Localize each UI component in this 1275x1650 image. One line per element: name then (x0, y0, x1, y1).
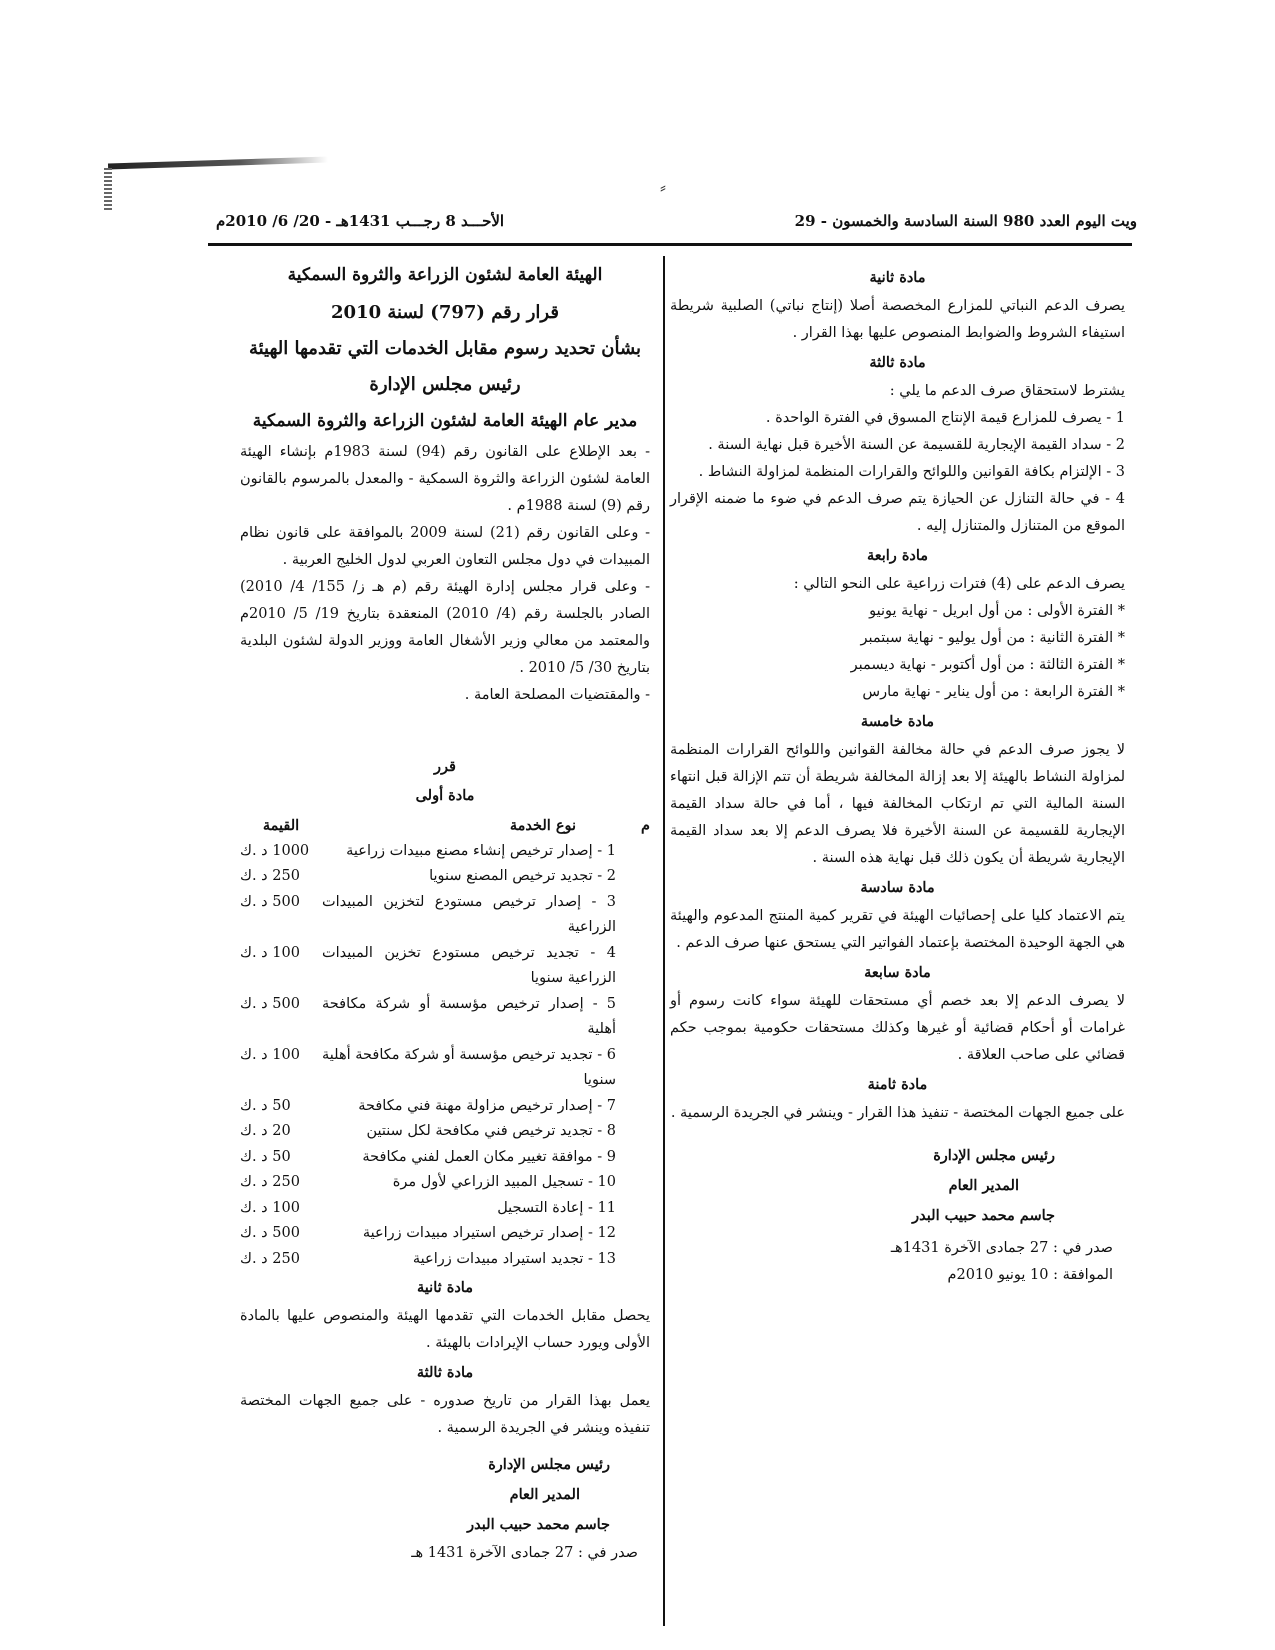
table-row (240, 890, 650, 941)
header-issue: ويت اليوم العدد 980 السنة السادسة والخمسون - 29 (794, 212, 1137, 230)
article-text: يعمل بهذا القرار من تاريخ صدوره - على جميع الجهات المختصة تنفيذه وينشر في الجريدة الرسمية . (240, 1393, 650, 1436)
decision-number: قرار رقم (797) لسنة 2010 (331, 302, 559, 323)
fee-cell: 250 د .ك (240, 868, 300, 884)
service-cell: 11 - إعادة التسجيل (497, 1199, 616, 1216)
table-row (240, 941, 650, 992)
table-row (240, 1145, 650, 1171)
article-text: لا يجوز صرف الدعم في حالة مخالفة القوانين واللوائح القرارات المنظمة لمزاولة النشاط بالهيئة إلا بعد إزالة المخالفة شريطة أن تتم الإزالة قبل انتهاء السنة المالية التي تم ارتكاب المخالفة فيها ، أما في حالة سداد القيمة الإيجارية للقسيمة عن السنة الأخيرة فلا يصرف الدعم إلا بعد سداد القيمة الإيجارية شريطة أن يكون ذلك قبل نهاية هذه السنة . (670, 742, 1125, 866)
right-column (670, 262, 1125, 1289)
issue-block (670, 1235, 1125, 1289)
article-heading: مادة أولى (415, 787, 475, 804)
corresponding-date: الموافقة : 10 يونيو 2010م (947, 1267, 1113, 1283)
table-row (240, 839, 650, 865)
signature-name: جاسم محمد حبيب البدر (467, 1516, 610, 1533)
signature-title: رئيس مجلس الإدارة (488, 1456, 610, 1473)
scan-speck-icon: ⸗ (660, 177, 666, 198)
service-cell: 8 - تجديد ترخيص فني مكافحة لكل سنتين (366, 1123, 616, 1139)
service-cell: 1 - إصدار ترخيص إنشاء مصنع مبيدات زراعية (346, 842, 616, 859)
signature-role: المدير العام (948, 1177, 1019, 1194)
table-row (240, 992, 650, 1043)
service-cell: 7 - إصدار ترخيص مزاولة مهنة فني مكافحة (358, 1097, 616, 1114)
article-heading: مادة ثالثة (869, 354, 926, 371)
article-text: يحصل مقابل الخدمات التي تقدمها الهيئة والمنصوص عليها بالمادة الأولى ويورد حساب الإيرادات بالهيئة . (240, 1308, 650, 1351)
preamble-item: - وعلى القانون رقم (21) لسنة 2009 بالموافقة على قانون نظام المبيدات في دول مجلس التعاون العربي لدول الخليج العربية . (240, 525, 650, 568)
fee-cell: 100 د .ك (240, 944, 300, 961)
article-heading: مادة سادسة (860, 879, 935, 896)
article-heading: مادة ثامنة (867, 1076, 928, 1093)
list-item: 1 - يصرف للمزارع قيمة الإنتاج المسوق في الفترة الواحدة . (765, 410, 1125, 426)
service-cell: 12 - إصدار ترخيص استيراد مبيدات زراعية (362, 1225, 616, 1241)
signature-title: رئيس مجلس الإدارة (933, 1147, 1055, 1164)
fee-cell: 500 د .ك (240, 1225, 300, 1241)
fee-cell: 250 د .ك (240, 1250, 300, 1267)
service-cell: 3 - إصدار ترخيص مستودع لتخزين المبيدات الزراعية (322, 893, 616, 935)
table-header (240, 813, 650, 839)
fee-cell: 500 د .ك (240, 893, 300, 910)
service-cell: 5 - إصدار ترخيص مؤسسة أو شركة مكافحة أهلية (322, 995, 616, 1037)
article-heading: مادة رابعة (866, 547, 929, 564)
signature-role: المدير العام (509, 1486, 580, 1503)
header-date: الأحـــد 8 رجـــب 1431هـ - 20/ 6/ 2010م (216, 212, 505, 230)
table-row (240, 1170, 650, 1196)
article-text: على جميع الجهات المختصة - تنفيذ هذا القرار - وينشر في الجريدة الرسمية . (670, 1105, 1125, 1121)
fee-cell: 50 د .ك (240, 1097, 291, 1114)
fee-cell: 20 د .ك (240, 1123, 291, 1139)
column-divider (663, 256, 665, 1626)
signature-block (240, 1450, 650, 1540)
service-cell: 6 - تجديد ترخيص مؤسسة أو شركة مكافحة أهلية سنويا (322, 1046, 616, 1088)
signature-block (670, 1141, 1125, 1231)
service-cell: 9 - موافقة تغيير مكان العمل لفني مكافحة (362, 1148, 616, 1165)
column-header-number: م (641, 817, 650, 834)
scan-smudge-edge (104, 168, 112, 212)
list-item: 4 - في حالة التنازل عن الحيازة يتم صرف الدعم في ضوء ما ضمنه الإقرار الموقع من المتنازل والمتنازل إليه . (670, 491, 1125, 534)
decides-heading: قرر (434, 758, 456, 775)
scan-smudge (108, 157, 328, 170)
table-row (240, 1119, 650, 1145)
header-rule (208, 243, 1132, 246)
fee-cell: 50 د .ك (240, 1148, 291, 1165)
decision-subject: بشأن تحديد رسوم مقابل الخدمات التي تقدمها الهيئة (248, 338, 642, 359)
service-cell: 13 - تجديد استيراد مبيدات زراعية (412, 1250, 616, 1267)
fee-cell: 1000 د .ك (240, 842, 310, 859)
issue-date: صدر في : 27 جمادى الآخرة 1431هـ (890, 1240, 1113, 1256)
article-heading: مادة ثانية (417, 1279, 473, 1296)
fee-cell: 100 د .ك (240, 1046, 300, 1063)
article-text: يشترط لاستحقاق صرف الدعم ما يلي : (889, 383, 1125, 399)
preamble-item: - وعلى قرار مجلس إدارة الهيئة رقم (م هـ ز/ 155/ 4/ 2010) الصادر بالجلسة رقم (4/ 2010) المنعقدة بتاريخ 19/ 5/ 2010م والمعتمد من معالي وزير الأشغال العامة ووزير الدولة لشئون البلدية بتاريخ 30/ 5/ 2010 . (240, 579, 650, 676)
article-heading: مادة ثالثة (416, 1364, 474, 1381)
director-title: مدير عام الهيئة العامة لشئون الزراعة والثروة السمكية (252, 411, 638, 431)
table-row (240, 1221, 650, 1247)
table-row (240, 864, 650, 890)
fees-table (240, 813, 650, 1272)
list-item: * الفترة الثالثة : من أول أكتوبر - نهاية ديسمبر (850, 657, 1125, 673)
article-text: لا يصرف الدعم إلا بعد خصم أي مستحقات للهيئة سواء كانت رسوم أو غرامات أو أحكام قضائية أو غيرها وكذلك مستحقات حكومية بموجب حكم قضائي على صاحب العلاقة . (670, 993, 1125, 1063)
list-item: * الفترة الثانية : من أول يوليو - نهاية سبتمبر (860, 630, 1125, 646)
list-item: 2 - سداد القيمة الإيجارية للقسيمة عن السنة الأخيرة قبل نهاية السنة . (708, 437, 1125, 453)
article-text: يصرف الدعم النباتي للمزارع المخصصة أصلا (إنتاج نباتي) الصلبية شريطة استيفاء الشروط والضوابط المنصوص عليها بهذا القرار . (670, 298, 1125, 341)
preamble-item: - والمقتضيات المصلحة العامة . (464, 687, 650, 703)
organization-title: الهيئة العامة لشئون الزراعة والثروة السمكية (287, 265, 603, 285)
table-row (240, 1247, 650, 1273)
signature-name: جاسم محمد حبيب البدر (912, 1207, 1055, 1224)
column-header-service: نوع الخدمة (509, 817, 576, 834)
chairman-title: رئيس مجلس الإدارة (369, 374, 521, 395)
article-heading: مادة خامسة (860, 713, 935, 730)
table-row (240, 1043, 650, 1094)
list-item: * الفترة الرابعة : من أول يناير - نهاية مارس (862, 684, 1125, 700)
column-header-fee: القيمة (262, 817, 300, 834)
list-item: 3 - الإلتزام بكافة القوانين واللوائح والقرارات المنظمة لمزاولة النشاط . (698, 464, 1125, 480)
article-text: يتم الاعتماد كليا على إحصائيات الهيئة في تقرير كمية المنتج المدعوم والهيئة هي الجهة الوحيدة المختصة بإعتماد الفواتير التي يستحق عنها صرف الدعم . (670, 908, 1125, 951)
article-heading: مادة سابعة (864, 964, 931, 981)
article-heading: مادة ثانية (869, 269, 926, 286)
fee-cell: 500 د .ك (240, 995, 300, 1012)
table-row (240, 1196, 650, 1222)
article-text: يصرف الدعم على (4) فترات زراعية على النحو التالي : (793, 576, 1125, 592)
fee-cell: 100 د .ك (240, 1199, 300, 1216)
left-column (240, 262, 650, 1567)
service-cell: 4 - تجديد ترخيص مستودع تخزين المبيدات الزراعية سنويا (322, 944, 616, 986)
table-row (240, 1094, 650, 1120)
list-item: * الفترة الأولى : من أول ابريل - نهاية يونيو (869, 603, 1125, 619)
preamble-item: - بعد الإطلاع على القانون رقم (94) لسنة 1983م بإنشاء الهيئة العامة لشئون الزراعة والثروة السمكية - والمعدل بالمرسوم بالقانون رقم (9) لسنة 1988م . (240, 444, 650, 514)
fee-cell: 250 د .ك (240, 1174, 300, 1190)
service-cell: 2 - تجديد ترخيص المصنع سنويا (429, 868, 616, 884)
service-cell: 10 - تسجيل المبيد الزراعي لأول مرة (392, 1174, 616, 1190)
issue-date: صدر في : 27 جمادى الآخرة 1431 هـ (411, 1545, 638, 1561)
